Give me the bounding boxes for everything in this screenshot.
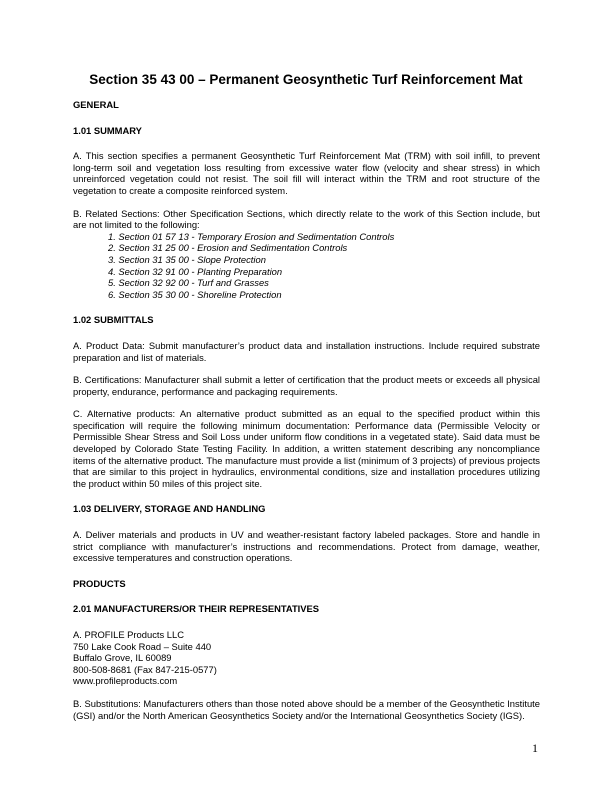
heading-products: PRODUCTS (73, 577, 126, 589)
manufacturers-para-b: B. Substitutions: Manufacturers others than those noted above should be a member of the Geosynthetic Institute (GSI) and/or the North American Geosynthetics Society and/or the International Geosynthetics Society (IGS). (73, 697, 540, 721)
delivery-para-a: A. Deliver materials and products in UV and weather-resistant factory labeled packages. Store and handle in strict compliance with manufacturer’s instructions and recommendations. Protect from damage, weather, excessive temperatures and construction operations. (73, 529, 540, 564)
website-link[interactable]: www.profileproducts.com (73, 675, 178, 687)
related-section-item: 3. Section 31 35 00 - Slope Protection (108, 253, 266, 265)
document-body (73, 99, 540, 721)
document-title: Section 35 43 00 – Permanent Geosynthetic Turf Reinforcement Mat (89, 72, 523, 87)
related-section-item: 6. Section 35 30 00 - Shoreline Protection (108, 288, 282, 300)
heading-general: GENERAL (73, 99, 119, 110)
submittals-para-a: A. Product Data: Submit manufacturer’s product data and installation instructions. Include required substrate preparation and list of materials. (73, 339, 540, 363)
heading-submittals: 1.02 SUBMITTALS (73, 314, 154, 326)
heading-manufacturers: 2.01 MANUFACTURERS/OR THEIR REPRESENTATIVES (73, 603, 320, 615)
related-section-item: 4. Section 32 91 00 - Planting Preparation (108, 265, 283, 277)
address-line: 750 Lake Cook Road – Suite 440 (73, 640, 212, 652)
submittals-para-c: C. Alternative products: An alternative product submitted as an equal to the specified product within this specification will require the following minimum documentation: Performance data (Permissible Velocity or Permissible Shear Stress and Soil Loss under uniform flow conditions in a vegetated state). Said data must be developed by Colorado State Testing Facility. In addition, a written statement describing any noncompliance items of the alternative product. The manufacture must provide a list (minimum of 3 projects) of previous projects that are similar to this project in hydraulics, environmental conditions, size and installation procedures utilizing the product within 50 miles of this project site. (73, 408, 540, 489)
heading-delivery: 1.03 DELIVERY, STORAGE AND HANDLING (73, 503, 266, 515)
related-section-item: 1. Section 01 57 13 - Temporary Erosion and Sedimentation Controls (108, 230, 395, 242)
address-line: Buffalo Grove, IL 60089 (73, 652, 172, 664)
summary-para-a: A. This section specifies a permanent Geosynthetic Turf Reinforcement Mat (TRM) with soil infill, to prevent long-term soil and vegetation loss resulting from excessive water flow (velocity and shear stress) in which unreinforced vegetation could not resist. The soil fill will interact within the TRM and root structure of the vegetation to create a composite reinforced system. (73, 150, 540, 196)
page-number: 1 (532, 741, 538, 755)
heading-summary: 1.01 SUMMARY (73, 124, 142, 136)
address-line: A. PROFILE Products LLC (73, 629, 184, 640)
manufacturer-address (73, 629, 540, 687)
summary-para-b: B. Related Sections: Other Specification Sections, which directly relate to the work of this Section include, but are not limited to the following: (73, 207, 540, 231)
related-section-item: 5. Section 32 92 00 - Turf and Grasses (108, 277, 269, 289)
address-line: 800-508-8681 (Fax 847-215-0577) (73, 663, 217, 675)
submittals-para-b: B. Certifications: Manufacturer shall submit a letter of certification that the product meets or exceeds all physical property, endurance, performance and packaging requirements. (73, 374, 540, 397)
related-sections-list (73, 231, 540, 301)
related-section-item: 2. Section 31 25 00 - Erosion and Sedimentation Controls (108, 242, 348, 254)
